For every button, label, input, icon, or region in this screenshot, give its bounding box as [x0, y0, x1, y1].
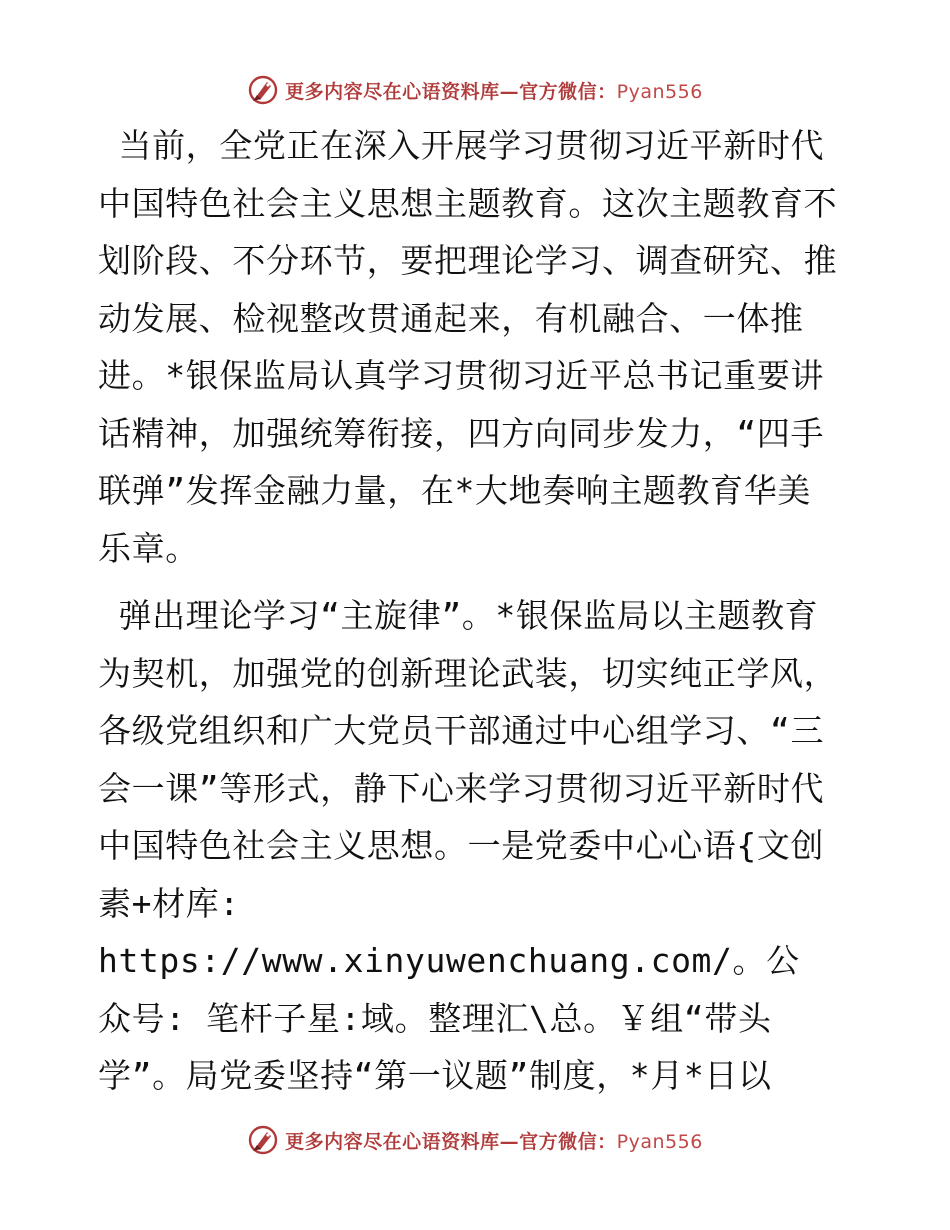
line: 中国特色社会主义思想。一是党委中心心语{文创 — [98, 826, 825, 865]
footer-wechat-id: Pyan556 — [616, 1130, 703, 1153]
line: 乐章。 — [98, 528, 199, 568]
footer-banner — [0, 1120, 950, 1160]
paragraph-1 — [98, 117, 858, 577]
pen-nib-logo-icon — [247, 74, 279, 106]
document-body — [98, 117, 858, 1105]
line: 联弹”发挥金融力量，在*大地奏响主题教育华美 — [98, 471, 811, 510]
header-banner — [0, 70, 950, 110]
line: 众号: 笔杆子星:域。整理汇\总。￥组“带头 — [98, 998, 772, 1038]
line: 当前，全党正在深入开展学习贯彻习近平新时代 — [98, 126, 825, 165]
footer-banner-text: 更多内容尽在心语资料库—官方微信：Pyan556 — [285, 1130, 703, 1153]
line: 话精神，加强统筹衔接，四方向同步发力，“四手 — [98, 413, 825, 453]
line: 各级党组织和广大党员干部通过中心组学习、“三 — [98, 711, 825, 750]
pen-nib-logo-icon — [247, 1124, 279, 1156]
paragraph-2 — [98, 587, 858, 1105]
line: 中国特色社会主义思想主题教育。这次主题教育不 — [98, 183, 838, 223]
line: 素+材库: https://www.xinyuwenchuang.com/。公 — [98, 883, 800, 980]
line: 进。*银保监局认真学习贯彻习近平总书记重要讲 — [98, 356, 825, 395]
line: 会一课”等形式，静下心来学习贯彻习近平新时代 — [98, 768, 825, 808]
line: 为契机，加强党的创新理论武装，切实纯正学风， — [98, 653, 838, 693]
line: 学”。局党委坚持“第一议题”制度，*月*日以 — [98, 1056, 772, 1095]
line: 动发展、检视整改贯通起来，有机融合、一体推 — [98, 298, 804, 338]
header-wechat-id: Pyan556 — [616, 80, 703, 103]
line: 弹出理论学习“主旋律”。*银保监局以主题教育 — [98, 596, 819, 635]
line: 划阶段、不分环节，要把理论学习、调查研究、推 — [98, 241, 838, 280]
header-banner-text: 更多内容尽在心语资料库—官方微信：Pyan556 — [285, 80, 703, 103]
